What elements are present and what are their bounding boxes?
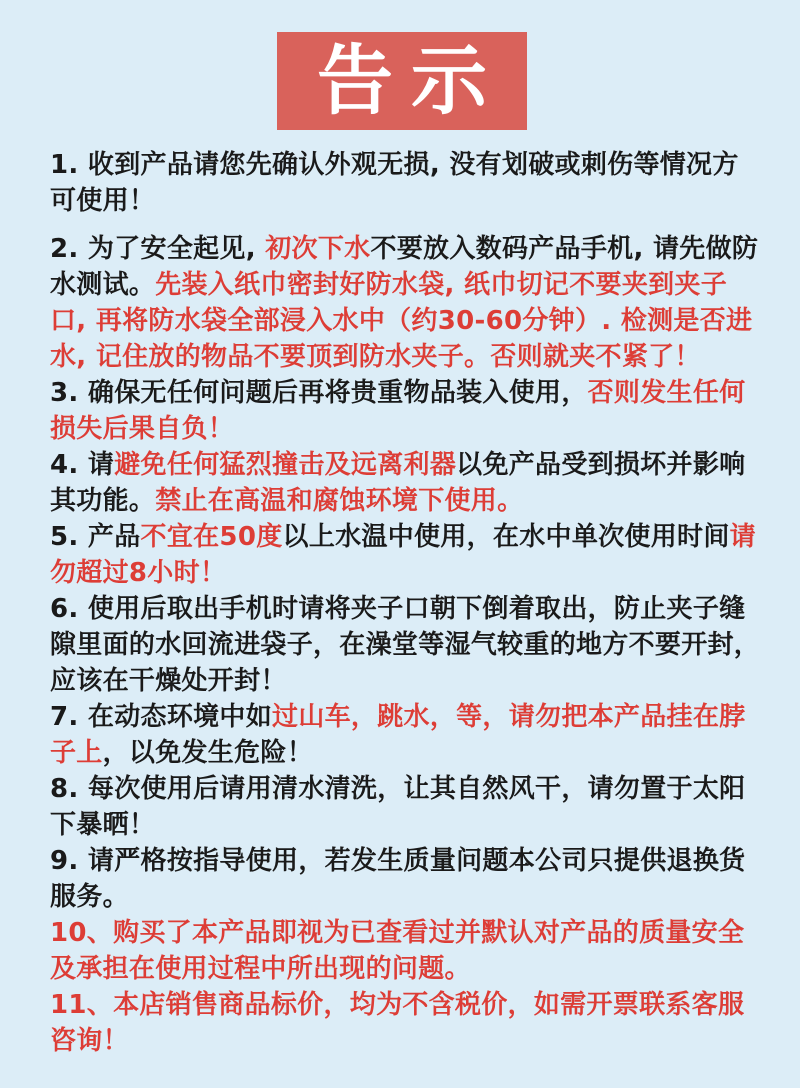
notice-list [50, 147, 762, 1059]
notice-item-4 [50, 447, 762, 519]
notice-item-4-highlight-b: 禁止在高温和腐蚀环境下使用。 [155, 486, 524, 516]
notice-item-5-highlight-a: 不宜在50度 [140, 522, 283, 552]
notice-item-2-text-a: 2. 为了安全起见, [50, 234, 266, 264]
notice-item-4-highlight-a: 避免任何猛烈撞击及远离利器 [114, 450, 457, 480]
notice-item-5-highlight-b: 请勿超过8小时！ [50, 522, 756, 588]
notice-title-banner [277, 32, 527, 130]
notice-item-3-highlight: 否则发生任何损失后果自负！ [50, 378, 746, 444]
notice-item-7-text-b: ，以免发生危险！ [102, 738, 314, 768]
notice-item-6-text: 6. 使用后取出手机时请将夹子口朝下倒着取出，防止夹子缝隙里面的水回流进袋子，在澡堂等湿气较重的地方不要开封，应该在干燥处开封！ [50, 594, 761, 696]
notice-item-3 [50, 375, 762, 447]
notice-item-9-text: 9. 请严格按指导使用，若发生质量问题本公司只提供退换货服务。 [50, 846, 746, 912]
notice-item-1 [50, 147, 762, 219]
notice-item-2 [50, 231, 762, 375]
notice-item-11-highlight: 11、本店销售商品标价，均为不含税价，如需开票联系客服咨询！ [50, 990, 745, 1056]
notice-item-4-text-b: 以免产品受到损坏并影响其功能。 [50, 450, 746, 516]
notice-item-7 [50, 699, 762, 771]
notice-item-4-text-a: 4. 请 [50, 450, 115, 480]
notice-item-9 [50, 843, 762, 915]
notice-item-8-text: 8. 每次使用后请用清水清洗，让其自然风干，请勿置于太阳下暴晒！ [50, 774, 746, 840]
notice-item-5-text-a: 5. 产品 [50, 522, 141, 552]
notice-title: 告示 [317, 36, 505, 125]
notice-item-7-highlight: 过山车，跳水，等，请勿把本产品挂在脖子上 [50, 702, 746, 768]
notice-item-10 [50, 915, 762, 987]
notice-item-2-highlight-b: 先装入纸巾密封好防水袋, 纸巾切记不要夹到夹子口, 再将防水袋全部浸入水中（约30-60分钟）. 检测是否进水, 记住放的物品不要顶到防水夹子。否则就夹不紧了！ [50, 270, 753, 372]
notice-item-2-highlight-a: 初次下水 [265, 234, 371, 264]
notice-item-2-text-b: 不要放入数码产品手机, 请先做防水测试。 [50, 234, 759, 300]
notice-item-7-text-a: 7. 在动态环境中如 [50, 702, 273, 732]
notice-item-3-text: 3. 确保无任何问题后再将贵重物品装入使用， [50, 378, 588, 408]
notice-item-8 [50, 771, 762, 843]
notice-item-5 [50, 519, 762, 591]
notice-item-1-text: 1. 收到产品请您先确认外观无损, 没有划破或刺伤等情况方可使用！ [50, 150, 739, 216]
notice-item-10-highlight: 10、购买了本产品即视为已查看过并默认对产品的质量安全及承担在使用过程中所出现的问题。 [50, 918, 745, 984]
notice-item-11 [50, 987, 762, 1059]
notice-item-6 [50, 591, 762, 699]
notice-item-5-text-b: 以上水温中使用，在水中单次使用时间 [282, 522, 730, 552]
